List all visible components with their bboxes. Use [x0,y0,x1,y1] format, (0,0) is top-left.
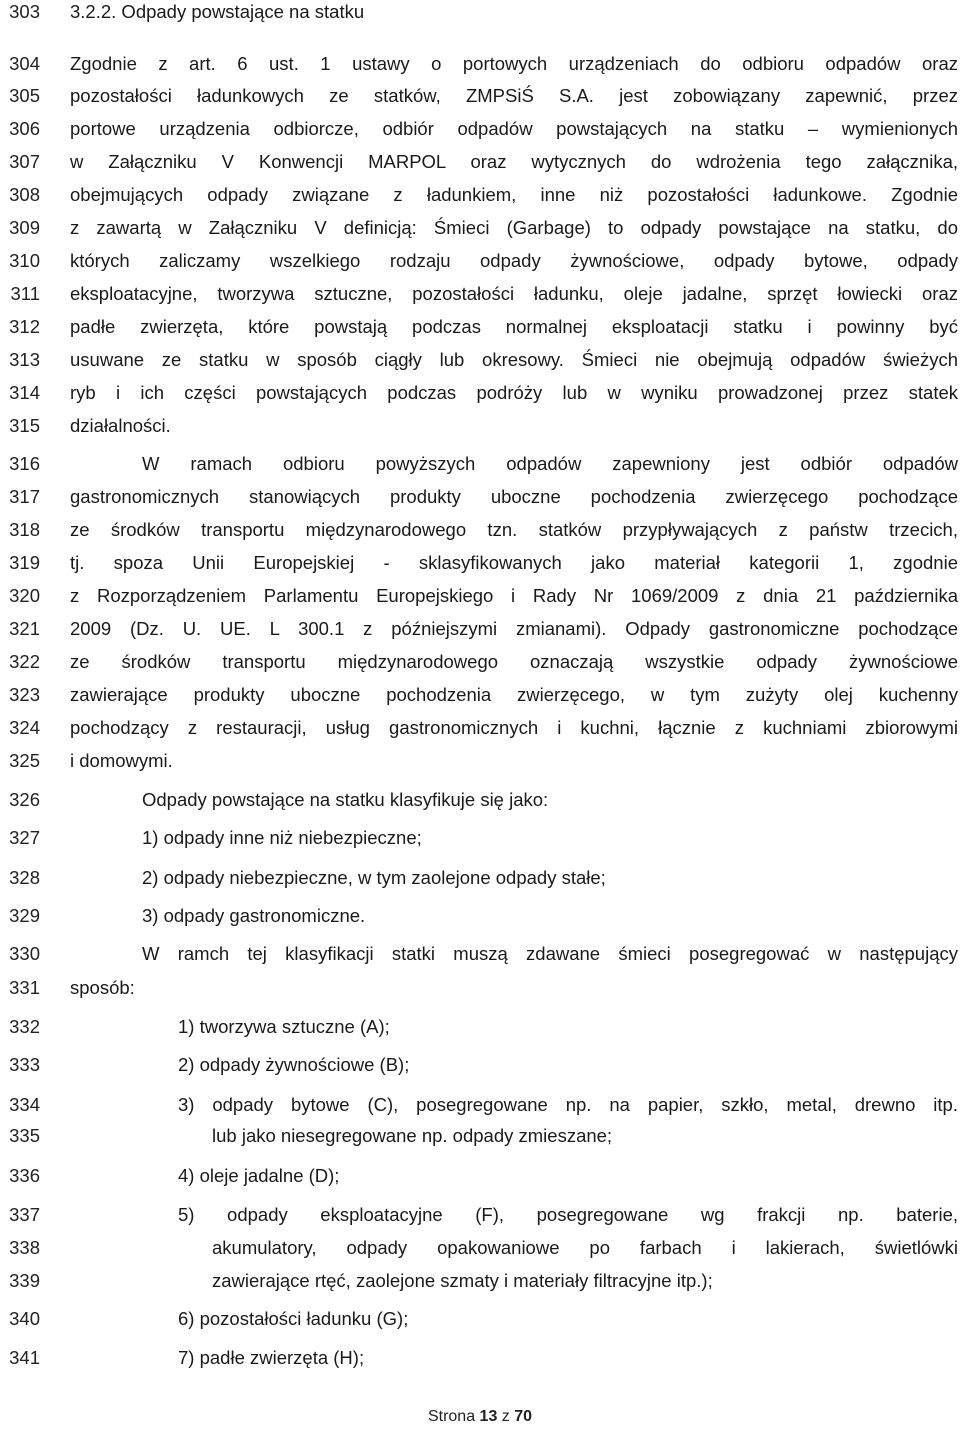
line-number: 308 [9,184,40,205]
line-number: 306 [9,118,40,139]
text-line: z Rozporządzeniem Parlamentu Europejskiego i Rady Nr 1069/2009 z dnia 21 października [70,585,958,606]
line-number: 336 [9,1165,40,1186]
text-line: lub jako niesegregowane np. odpady zmieszane; [212,1125,613,1146]
line-number: 338 [9,1237,40,1258]
line-number: 320 [9,585,40,606]
text-line: ze środków transportu międzynarodowego tzn. statków przypływających z państw trzecich, [70,519,958,540]
line-number: 304 [9,53,40,74]
line-number: 331 [9,977,40,998]
line-number: 324 [9,717,40,738]
text-line: 2) odpady niebezpieczne, w tym zaolejone odpady stałe; [142,867,606,888]
text-line: 1) tworzywa sztuczne (A); [178,1016,390,1037]
text-line: Zgodnie z art. 6 ust. 1 ustawy o portowych urządzeniach do odbioru odpadów oraz [70,53,958,74]
text-line: 2009 (Dz. U. UE. L 300.1 z późniejszymi zmianami). Odpady gastronomiczne pochodzące [70,618,958,639]
line-number: 318 [9,519,40,540]
text-line: i domowymi. [70,750,173,771]
text-line: w Załączniku V Konwencji MARPOL oraz wytycznych do wdrożenia tego załącznika, [70,151,958,172]
line-number: 333 [9,1054,40,1075]
line-number: 323 [9,684,40,705]
text-line: pochodzący z restauracji, usług gastronomicznych i kuchni, łącznie z kuchniami zbiorowymi [70,717,958,738]
text-line: 3.2.2. Odpady powstające na statku [70,1,365,22]
text-line: pozostałości ładunkowych ze statków, ZMPSiŚ S.A. jest zobowiązany zapewnić, przez [70,85,958,106]
line-number: 339 [9,1270,40,1291]
line-number: 315 [9,415,40,436]
line-number: 341 [9,1347,40,1368]
text-line: Odpady powstające na statku klasyfikuje się jako: [142,789,549,810]
text-line: portowe urządzenia odbiorcze, odbiór odpadów powstających na statku – wymienionych [70,118,958,139]
text-line: 4) oleje jadalne (D); [178,1165,340,1186]
text-line: usuwane ze statku w sposób ciągły lub okresowy. Śmieci nie obejmują odpadów świeżych [70,349,958,370]
text-line: 5) odpady eksploatacyjne (F), posegregowane wg frakcji np. baterie, [178,1204,958,1225]
line-number: 305 [9,85,40,106]
line-number: 321 [9,618,40,639]
text-line: akumulatory, odpady opakowaniowe po farbach i lakierach, świetlówki [212,1237,958,1258]
text-line: 3) odpady gastronomiczne. [142,905,366,926]
text-line: 3) odpady bytowe (C), posegregowane np. na papier, szkło, metal, drewno itp. [178,1094,958,1115]
footer-total-pages: 70 [514,1408,533,1425]
line-number: 312 [9,316,40,337]
text-line: sposób: [70,977,135,998]
text-line: działalności. [70,415,171,436]
line-number: 328 [9,867,40,888]
text-line: których zaliczamy wszelkiego rodzaju odpady żywnościowe, odpady bytowe, odpady [70,250,958,271]
line-number: 310 [9,250,40,271]
text-line: 7) padłe zwierzęta (H); [178,1347,365,1368]
line-number: 303 [9,1,40,22]
footer-page-number: 13 [479,1408,498,1425]
line-number: 332 [9,1016,40,1037]
text-line: W ramach odbioru powyższych odpadów zapewniony jest odbiór odpadów [142,453,958,474]
line-number: 335 [9,1125,40,1146]
line-number: 337 [9,1204,40,1225]
text-line: eksploatacyjne, tworzywa sztuczne, pozostałości ładunku, oleje jadalne, sprzęt łowiecki oraz [70,283,958,304]
line-number: 329 [9,905,40,926]
line-number: 313 [9,349,40,370]
line-number: 311 [10,283,40,304]
text-line: z zawartą w Załączniku V definicją: Śmieci (Garbage) to odpady powstające na statku, do [70,217,958,238]
line-number: 314 [9,382,40,403]
text-line: obejmujących odpady związane z ładunkiem, inne niż pozostałości ładunkowe. Zgodnie [70,184,958,205]
line-number: 325 [9,750,40,771]
text-line: gastronomicznych stanowiących produkty uboczne pochodzenia zwierzęcego pochodzące [70,486,958,507]
line-number: 319 [9,552,40,573]
text-line: zawierające rtęć, zaolejone szmaty i materiały filtracyjne itp.); [212,1270,713,1291]
text-line: 6) pozostałości ładunku (G); [178,1308,409,1329]
line-number: 334 [9,1094,40,1115]
line-number: 330 [9,943,40,964]
text-line: ryb i ich części powstających podczas podróży lub w wyniku prowadzonej przez statek [70,382,958,403]
line-number: 327 [9,827,40,848]
text-line: W ramch tej klasyfikacji statki muszą zdawane śmieci posegregować w następujący [142,943,958,964]
text-line: padłe zwierzęta, które powstają podczas normalnej eksploatacji statku i powinny być [70,316,958,337]
line-number: 316 [9,453,40,474]
line-number: 309 [9,217,40,238]
footer-separator: z [501,1408,510,1425]
text-line: 2) odpady żywnościowe (B); [178,1054,410,1075]
line-number: 340 [9,1308,40,1329]
line-number: 326 [9,789,40,810]
page-footer [0,1407,960,1427]
text-line: ze środków transportu międzynarodowego oznaczają wszystkie odpady żywnościowe [70,651,958,672]
text-line: tj. spoza Unii Europejskiej - sklasyfikowanych jako materiał kategorii 1, zgodnie [70,552,958,573]
line-number: 317 [9,486,40,507]
line-number: 307 [9,151,40,172]
text-line: zawierające produkty uboczne pochodzenia zwierzęcego, w tym zużyty olej kuchenny [70,684,958,705]
text-line: 1) odpady inne niż niebezpieczne; [142,827,422,848]
footer-label: Strona [427,1408,476,1425]
line-number: 322 [9,651,40,672]
